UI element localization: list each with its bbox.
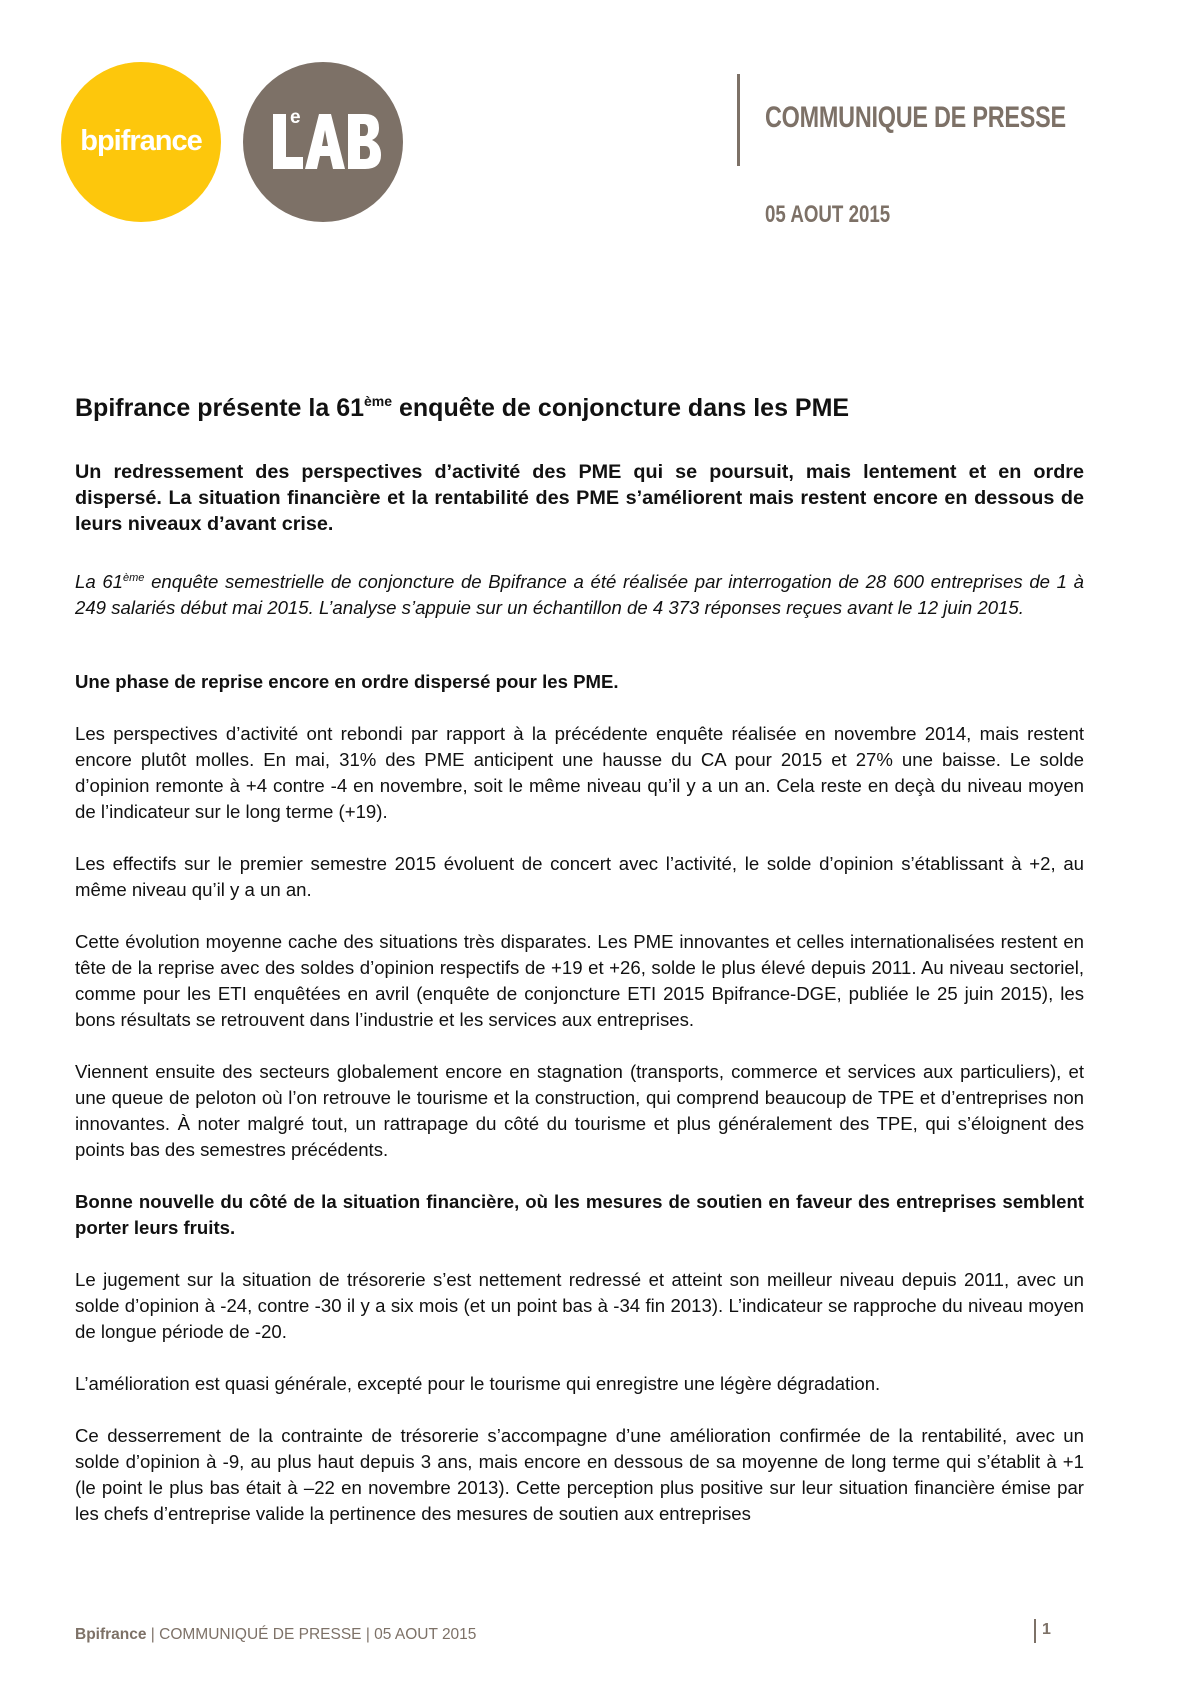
paragraph: L’amélioration est quasi générale, excepté pour le tourisme qui enregistre une légère dégradation. (75, 1373, 881, 1394)
le-lab-logo-mark (243, 62, 403, 222)
footer-brand: Bpifrance (75, 1626, 147, 1643)
article-title: Bpifrance présente la 61ème enquête de conjoncture dans les PME (75, 393, 850, 422)
article-body (75, 392, 1084, 1527)
paragraph: Le jugement sur la situation de trésorerie s’est nettement redressé et atteint son meilleur niveau depuis 2011, avec un solde d’opinion à -24, contre -30 il y a six mois (et un point bas à -34 fin 2013). L’indicateur se rapproche du niveau moyen de longue période de -20. (75, 1269, 1084, 1342)
footer-divider (1034, 1619, 1036, 1643)
section-heading-finances: Bonne nouvelle du côté de la situation financière, où les mesures de soutien en faveur des entreprises semblent porter leurs fruits. (75, 1191, 1084, 1238)
paragraph: Les effectifs sur le premier semestre 2015 évoluent de concert avec l’activité, le solde d’opinion s’établissant à +2, au même niveau qu’il y a un an. (75, 853, 1084, 900)
press-release-label: COMMUNIQUE DE PRESSE (765, 101, 1066, 134)
paragraph: Les perspectives d’activité ont rebondi par rapport à la précédente enquête réalisée en novembre 2014, mais restent encore plutôt molles. En mai, 31% des PME anticipent une hausse du CA pour 2015 et 27% une baisse. Le solde d’opinion remonte à +4 contre -4 en novembre, soit le même niveau qu’il y a un an. Cela reste en deçà du niveau moyen de l’indicateur sur le long terme (+19). (75, 723, 1084, 822)
section-heading-reprise: Une phase de reprise encore en ordre dispersé pour les PME. (75, 671, 619, 692)
intro-paragraph: La 61ème enquête semestrielle de conjoncture de Bpifrance a été réalisée par interrogation de 28 600 entreprises de 1 à 249 salariés début mai 2015. L’analyse s’appuie sur un échantillon de 4 373 réponses reçues avant le 12 juin 2015. (75, 571, 1084, 618)
paragraph: Ce desserrement de la contrainte de trésorerie s’accompagne d’une amélioration confirmée de la rentabilité, avec un solde d’opinion à -9, au plus haut depuis 3 ans, mais encore en dessous de sa moyenne de long terme qui s’établit à +1 (le point le plus bas était à –22 en novembre 2013). Cette perception plus positive sur leur situation financière émise par les chefs d’entreprise valide la pertinence des mesures de soutien aux entreprises (75, 1425, 1084, 1524)
svg-text:e: e (290, 107, 301, 128)
paragraph: Cette évolution moyenne cache des situations très disparates. Les PME innovantes et celles internationalisées restent en tête de la reprise avec des soldes d’opinion respectifs de +19 et +26, solde le plus élevé depuis 2011. Au niveau sectoriel, comme pour les ETI enquêtées en avril (enquête de conjoncture ETI 2015 Bpifrance-DGE, publiée le 25 juin 2015), les bons résultats se retrouvent dans l’industrie et les services aux entreprises. (75, 931, 1084, 1030)
page-footer (75, 1626, 476, 1644)
header-divider (737, 74, 740, 166)
footer-text: | COMMUNIQUÉ DE PRESSE | 05 AOUT 2015 (146, 1626, 477, 1643)
press-release-date: 05 AOUT 2015 (765, 201, 891, 228)
le-lab-logo (243, 62, 403, 222)
bpifrance-logo (61, 62, 221, 222)
page-number: 1 (1042, 1621, 1051, 1638)
bpifrance-logo-text: bpifrance (80, 125, 202, 157)
paragraph: Viennent ensuite des secteurs globalement encore en stagnation (transports, commerce et services aux particuliers), et une queue de peloton où l’on retrouve le tourisme et la construction, qui comprend beaucoup de TPE et d’entreprises non innovantes. À noter malgré tout, un rattrapage du côté du tourisme et plus généralement des TPE, qui s’éloignent des points bas des semestres précédents. (75, 1061, 1084, 1160)
lead-paragraph: Un redressement des perspectives d’activité des PME qui se poursuit, mais lentement et en ordre dispersé. La situation financière et la rentabilité des PME s’améliorent mais restent encore en dessous de leurs niveaux d’avant crise. (75, 461, 1084, 535)
